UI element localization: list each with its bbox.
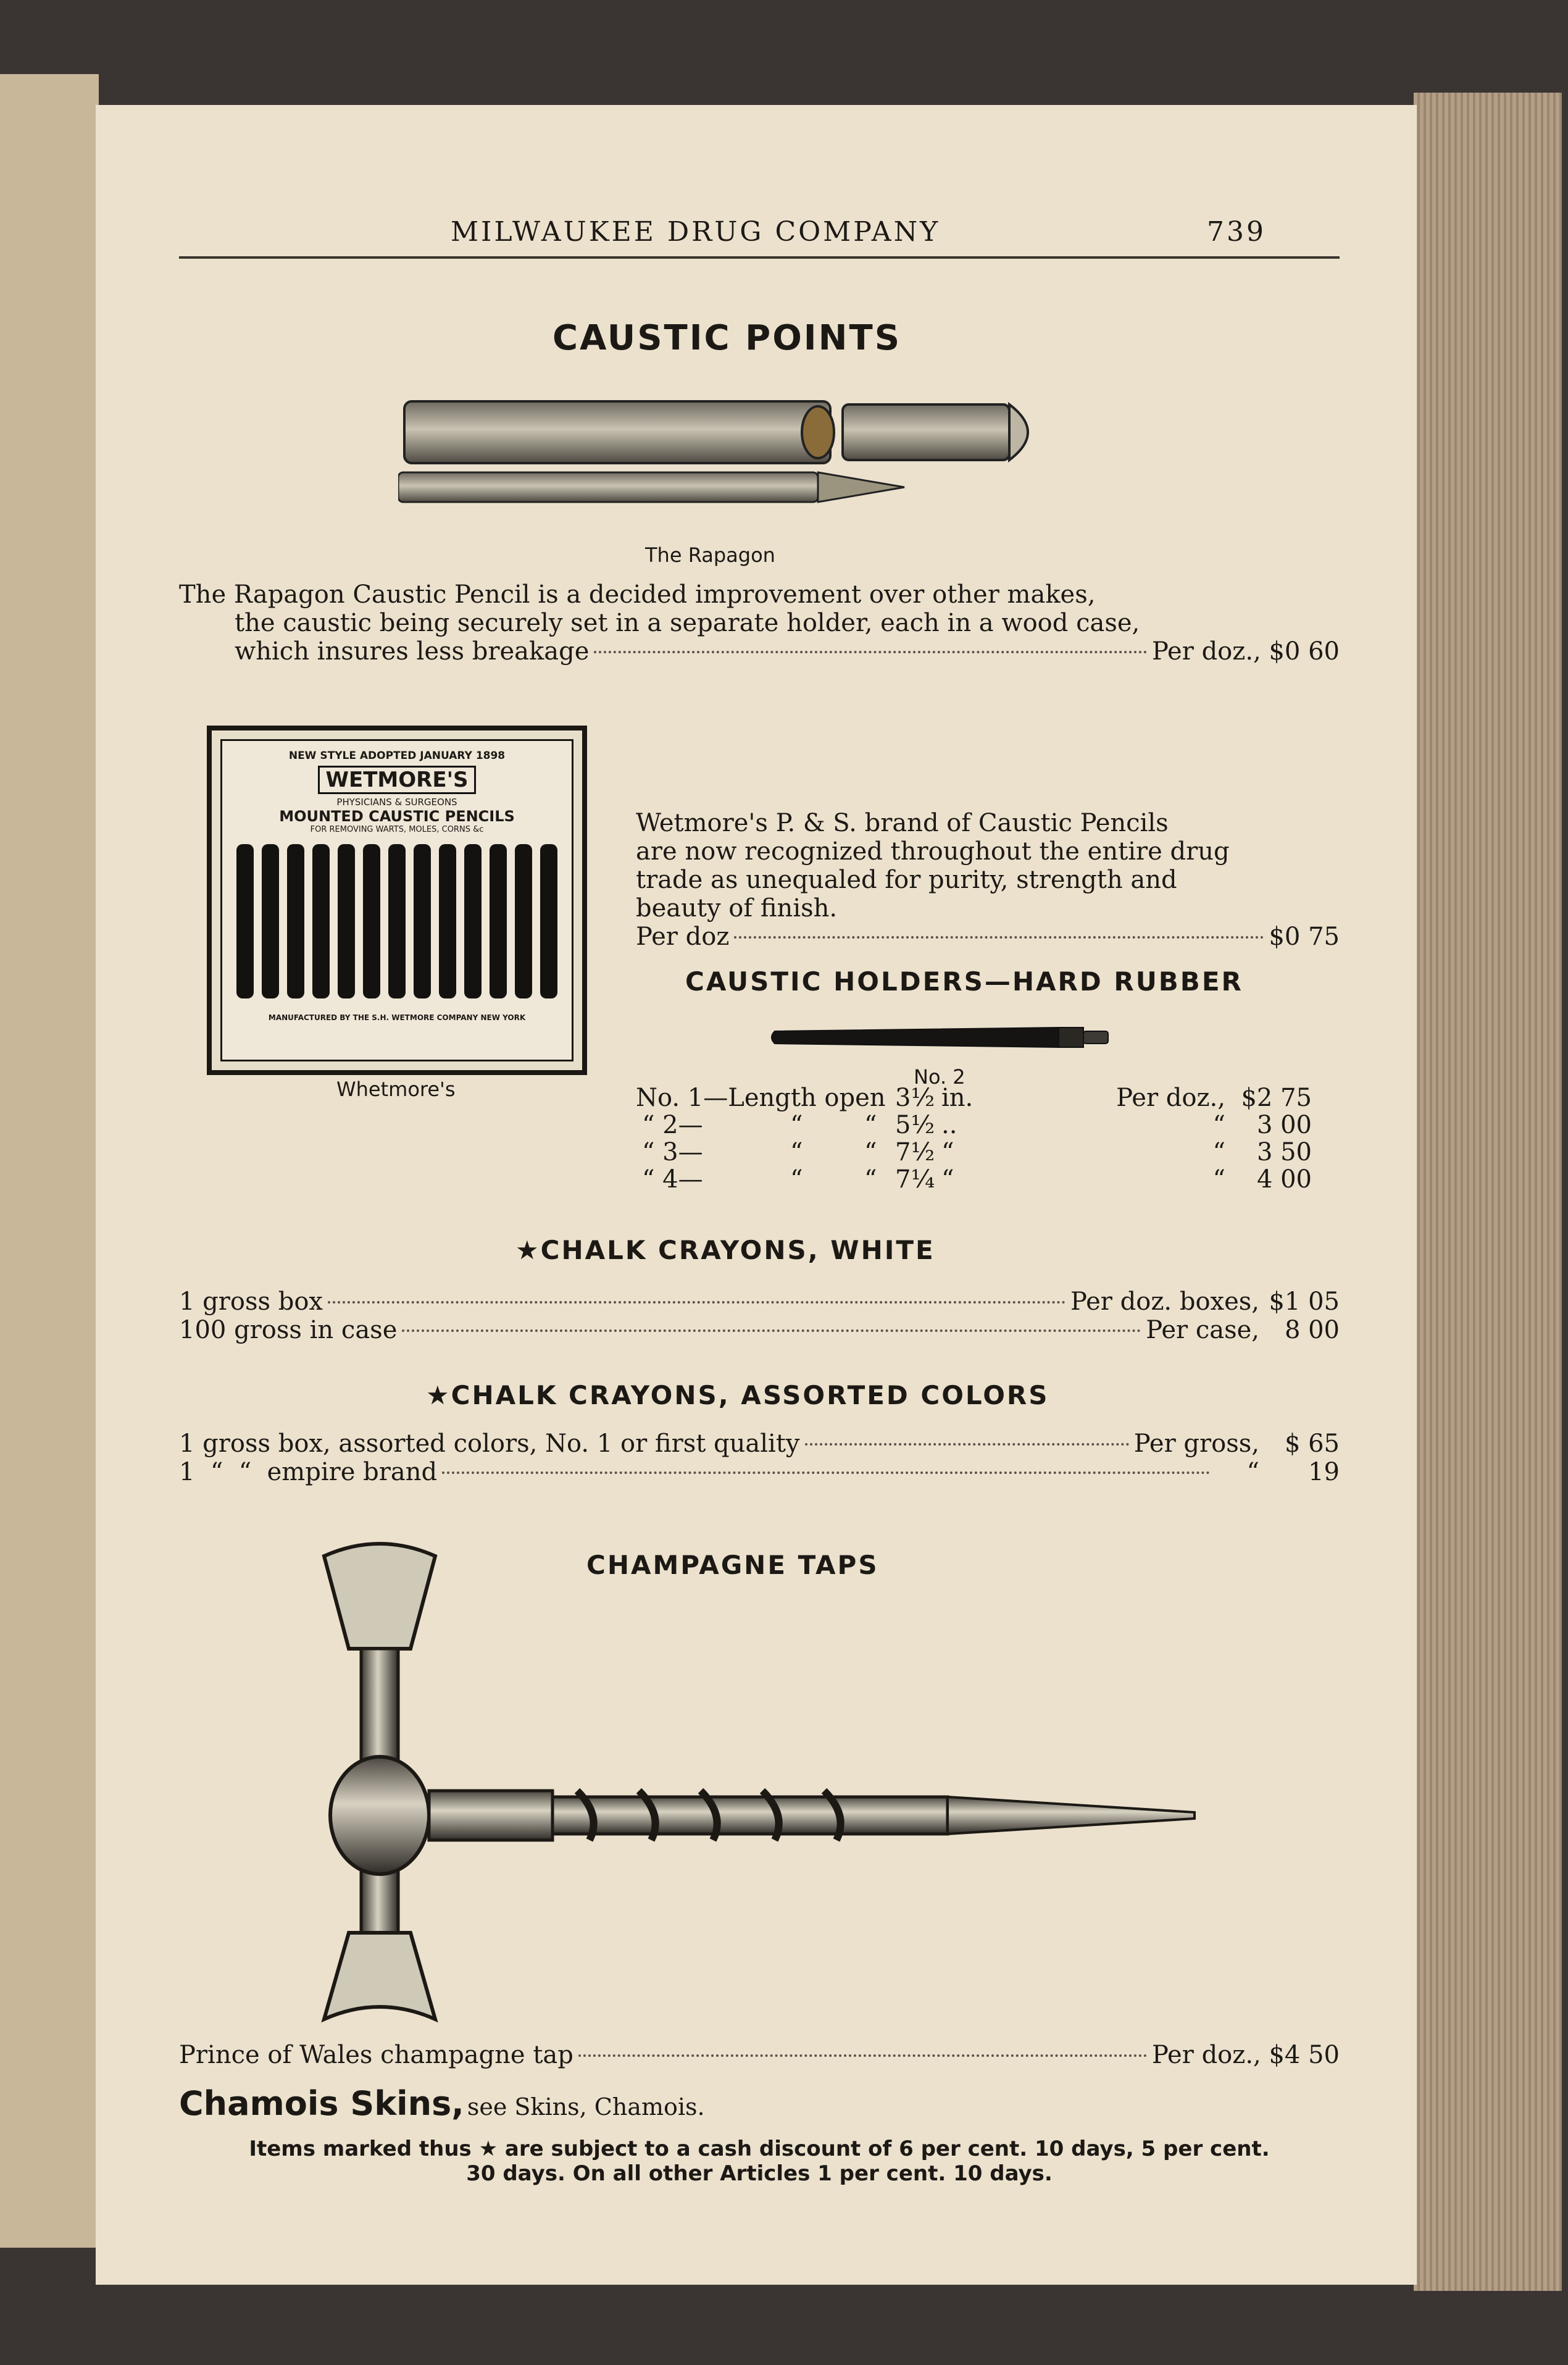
holder-size: 7½ (895, 1138, 935, 1166)
dot-leader (442, 1471, 1209, 1474)
holder-row-4 (636, 1165, 1343, 1192)
holder-price-label: “ (1212, 1138, 1225, 1166)
caustic-points-heading: CAUSTIC POINTS (553, 318, 902, 358)
rapagon-pencil-illustration (398, 395, 1139, 513)
chalk-white-row-1 (179, 1287, 1340, 1316)
chalk-item: 1 gross box, assorted colors, No. 1 or first quality (179, 1429, 800, 1458)
chalk-colors-row-1 (179, 1429, 1340, 1458)
holder-unit: .. (941, 1111, 957, 1139)
champagne-taps-heading: CHAMPAGNE TAPS (586, 1550, 879, 1580)
footer-line-1: Items marked thus ★ are subject to a cash discount of 6 per cent. 10 days, 5 per cent. (249, 2137, 1270, 2161)
book-fore-edge (1414, 93, 1562, 2291)
caustic-holders-heading: CAUSTIC HOLDERS—HARD RUBBER (685, 966, 1243, 997)
champagne-price-label: Per doz., (1151, 2041, 1261, 2069)
wetmore-box-label (220, 739, 573, 1061)
chamois-note: see Skins, Chamois. (467, 2093, 705, 2120)
holder-unit: “ (941, 1165, 954, 1194)
chalk-price: 19 (1308, 1458, 1340, 1486)
champagne-price-line (179, 2041, 1340, 2069)
chalk-price-label: Per gross, (1133, 1429, 1259, 1458)
holder-size: 3½ (895, 1084, 935, 1112)
rapagon-description (179, 580, 1340, 666)
wetmore-box-sub: PHYSICIANS & SURGEONS (336, 797, 457, 808)
holder-size: 5½ (895, 1111, 935, 1139)
wetmore-box-brand: WETMORE'S (318, 766, 477, 794)
chalk-price-label: Per case, (1146, 1316, 1259, 1344)
holder-price-label: Per doz., (1116, 1084, 1225, 1112)
running-head-company: MILWAUKEE DRUG COMPANY (451, 216, 941, 248)
holder-row-3 (636, 1138, 1343, 1165)
holder-price: 3 50 (1256, 1138, 1312, 1166)
wetmore-price-label: Per doz (636, 923, 730, 951)
wetmore-price: $0 75 (1269, 923, 1340, 951)
chalk-item: 1 “ “ empire brand (179, 1458, 438, 1486)
chalk-price: $1 05 (1269, 1287, 1340, 1316)
holder-no: “ 3— (642, 1138, 703, 1166)
champagne-price: $4 50 (1269, 2041, 1340, 2069)
wetmore-pencils-row (230, 838, 564, 1011)
chamois-title: Chamois Skins, (179, 2084, 464, 2123)
previous-page-edge (0, 74, 99, 2248)
page-number: 739 (1207, 216, 1266, 248)
holder-caption: No. 2 (914, 1065, 965, 1089)
rapagon-desc-line-1: The Rapagon Caustic Pencil is a decided improvement over other makes, (179, 580, 1096, 609)
holder-ditto: “ (790, 1138, 803, 1166)
footer-line-2: 30 days. On all other Articles 1 per cent. 10 days. (466, 2161, 1053, 2186)
wetmore-description (636, 809, 1340, 951)
wetmore-desc-line-1: Wetmore's P. & S. brand of Caustic Pencils (636, 809, 1169, 837)
dot-leader (805, 1443, 1129, 1446)
wetmore-caption: Whetmore's (336, 1078, 456, 1101)
chalk-item: 100 gross in case (179, 1316, 398, 1344)
holder-price: $2 75 (1241, 1084, 1312, 1112)
holder-ditto: “ (864, 1138, 877, 1166)
rapagon-price-line (179, 637, 1340, 666)
champagne-tap-illustration (231, 1519, 1318, 2050)
wetmore-desc-line-4: beauty of finish. (636, 894, 838, 923)
chalk-colors-list (179, 1429, 1340, 1486)
holder-unit: “ (941, 1138, 954, 1166)
wetmore-box-illustration (207, 726, 587, 1075)
chalk-price: 8 00 (1284, 1316, 1340, 1344)
holder-ditto: “ (790, 1111, 803, 1139)
caustic-holders-table (636, 1084, 1343, 1192)
header-rule (179, 256, 1340, 259)
chalk-white-row-2 (179, 1316, 1340, 1344)
dot-leader (402, 1329, 1141, 1332)
holder-no: No. 1—Length open (636, 1084, 886, 1112)
rapagon-desc-line-3: which insures less breakage (235, 637, 590, 666)
chalk-colors-row-2 (179, 1458, 1340, 1486)
holder-price: 3 00 (1256, 1111, 1312, 1139)
holder-ditto: “ (790, 1165, 803, 1194)
dot-leader (328, 1301, 1065, 1304)
holder-row-1 (636, 1084, 1343, 1111)
chalk-white-list (179, 1287, 1340, 1344)
wetmore-box-product: MOUNTED CAUSTIC PENCILS (279, 808, 515, 825)
dot-leader (734, 936, 1264, 939)
rapagon-price: $0 60 (1269, 637, 1340, 666)
rapagon-price-unit: Per doz., (1151, 637, 1261, 666)
wetmore-price-line (636, 923, 1340, 951)
hard-rubber-holder-illustration (769, 1019, 1114, 1056)
chalk-price-label: Per doz. boxes, (1070, 1287, 1259, 1316)
holder-price: 4 00 (1256, 1165, 1312, 1194)
champagne-price-block (179, 2041, 1340, 2069)
discount-footer (179, 2137, 1340, 2186)
holder-unit: in. (941, 1084, 974, 1112)
chamois-line (179, 2084, 705, 2123)
chalk-colors-heading: ★CHALK CRAYONS, ASSORTED COLORS (426, 1380, 1049, 1410)
chalk-price-label: “ (1246, 1458, 1259, 1486)
holder-ditto: “ (864, 1111, 877, 1139)
wetmore-desc-line-3: trade as unequaled for purity, strength and (636, 866, 1177, 894)
holder-no: “ 4— (642, 1165, 703, 1194)
holder-ditto: “ (864, 1165, 877, 1194)
catalog-page (96, 105, 1417, 2285)
holder-price-label: “ (1212, 1165, 1225, 1194)
holder-price-label: “ (1212, 1111, 1225, 1139)
holder-no: “ 2— (642, 1111, 703, 1139)
dot-leader (594, 651, 1147, 653)
wetmore-desc-line-2: are now recognized throughout the entire drug (636, 837, 1230, 866)
dot-leader (578, 2054, 1147, 2057)
holder-row-2 (636, 1111, 1343, 1138)
wetmore-box-maker: MANUFACTURED BY THE S.H. WETMORE COMPANY NEW YORK (268, 1013, 526, 1022)
chalk-price: $ 65 (1284, 1429, 1340, 1458)
holder-size: 7¼ (895, 1165, 935, 1194)
rapagon-desc-line-2: the caustic being securely set in a separate holder, each in a wood case, (235, 609, 1140, 637)
champagne-item: Prince of Wales champagne tap (179, 2041, 573, 2069)
chalk-item: 1 gross box (179, 1287, 323, 1316)
wetmore-box-top: NEW STYLE ADOPTED JANUARY 1898 (288, 750, 506, 762)
wetmore-box-use: FOR REMOVING WARTS, MOLES, CORNS &c (310, 825, 484, 834)
chalk-white-heading: ★CHALK CRAYONS, WHITE (515, 1235, 935, 1265)
rapagon-caption: The Rapagon (645, 543, 775, 567)
